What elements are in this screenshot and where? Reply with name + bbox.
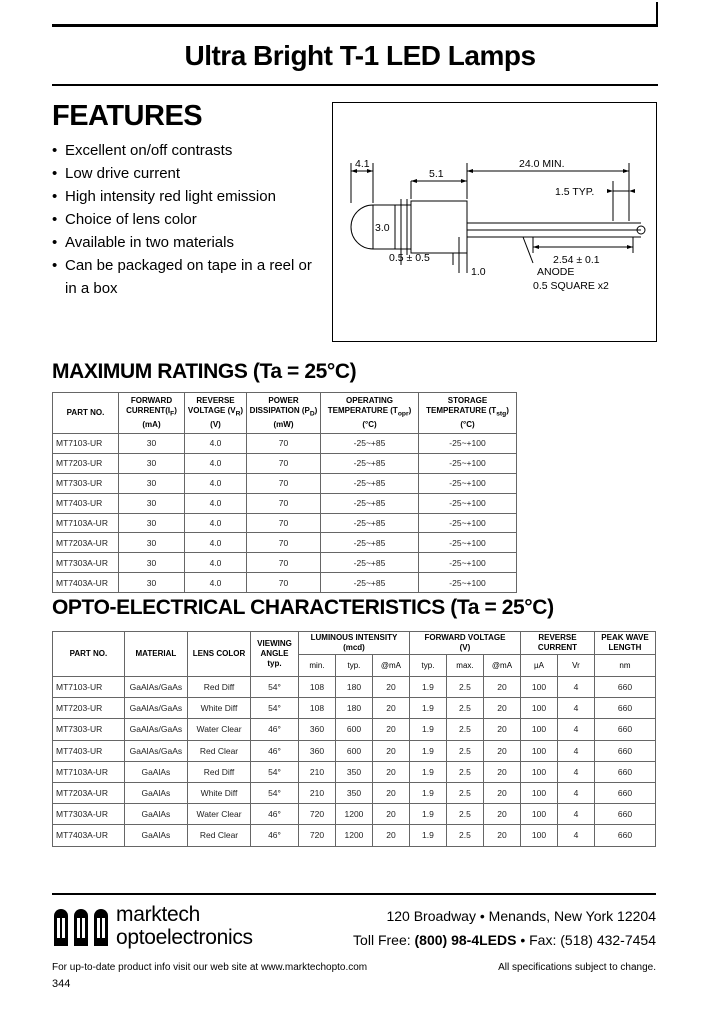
table-cell: 20 bbox=[483, 698, 520, 719]
sub-header-fv-max: max. bbox=[446, 655, 483, 677]
table-cell: 70 bbox=[247, 493, 321, 513]
table-cell: GaAlAs/GaAs bbox=[124, 719, 187, 740]
table-cell: 660 bbox=[594, 740, 655, 761]
table-cell: 4.0 bbox=[185, 493, 247, 513]
table-cell: Red Clear bbox=[187, 740, 250, 761]
phone-numbers: Toll Free: (800) 98-4LEDS • Fax: (518) 432-7454 bbox=[353, 932, 656, 948]
table-cell: -25~+85 bbox=[321, 533, 419, 553]
table-cell: 46° bbox=[251, 825, 299, 846]
table-cell: 660 bbox=[594, 761, 655, 782]
table-cell: -25~+100 bbox=[419, 473, 517, 493]
table-cell: -25~+100 bbox=[419, 434, 517, 454]
table-cell: -25~+100 bbox=[419, 493, 517, 513]
table-cell: White Diff bbox=[187, 698, 250, 719]
table-cell: 1.9 bbox=[409, 825, 446, 846]
table-cell: 30 bbox=[119, 453, 185, 473]
feature-item: • Low drive current bbox=[52, 162, 322, 185]
features-heading: FEATURES bbox=[52, 100, 203, 132]
table-cell: 4 bbox=[557, 825, 594, 846]
col-header-luminous: LUMINOUS INTENSITY (mcd) bbox=[298, 632, 409, 655]
dim-2-54: 2.54 ± 0.1 bbox=[553, 254, 600, 266]
table-cell: 2.5 bbox=[446, 740, 483, 761]
col-header-reverse-current: REVERSE CURRENT bbox=[520, 632, 594, 655]
table-cell: 350 bbox=[335, 761, 372, 782]
table-cell: 108 bbox=[298, 698, 335, 719]
table-cell: GaAlAs bbox=[124, 782, 187, 803]
table-cell: 20 bbox=[372, 782, 409, 803]
table-cell: 20 bbox=[483, 761, 520, 782]
table-row bbox=[53, 553, 517, 573]
table-cell: 30 bbox=[119, 533, 185, 553]
table-cell: 600 bbox=[335, 719, 372, 740]
table-cell: Red Clear bbox=[187, 825, 250, 846]
col-header-viewing-angle: VIEWING ANGLE typ. bbox=[251, 632, 299, 677]
table-cell: MT7203-UR bbox=[53, 453, 119, 473]
table-cell: 30 bbox=[119, 493, 185, 513]
table-cell: 70 bbox=[247, 533, 321, 553]
table-cell: 4 bbox=[557, 677, 594, 698]
col-header-part-no: PART NO. bbox=[53, 632, 125, 677]
max-ratings-table bbox=[52, 392, 517, 593]
toll-free-number: (800) 98-4LEDS bbox=[414, 932, 517, 948]
table-cell: 20 bbox=[372, 804, 409, 825]
table-cell: 4.0 bbox=[185, 473, 247, 493]
table-row bbox=[53, 782, 656, 803]
table-cell: 100 bbox=[520, 740, 557, 761]
table-cell: -25~+100 bbox=[419, 573, 517, 593]
table-cell: 1.9 bbox=[409, 677, 446, 698]
table-cell: 4 bbox=[557, 698, 594, 719]
table-cell: -25~+85 bbox=[321, 453, 419, 473]
table-cell: 70 bbox=[247, 513, 321, 533]
table-cell: 180 bbox=[335, 677, 372, 698]
table-cell: GaAlAs/GaAs bbox=[124, 677, 187, 698]
table-cell: 1.9 bbox=[409, 804, 446, 825]
table-cell: MT7203A-UR bbox=[53, 533, 119, 553]
table-row bbox=[53, 573, 517, 593]
table-cell: 70 bbox=[247, 573, 321, 593]
table-cell: 20 bbox=[372, 825, 409, 846]
table-header-row bbox=[53, 393, 517, 434]
table-cell: 4.0 bbox=[185, 513, 247, 533]
table-cell: 20 bbox=[483, 782, 520, 803]
page-number: 344 bbox=[52, 978, 71, 990]
feature-item: • High intensity red light emission bbox=[52, 185, 322, 208]
table-cell: 20 bbox=[372, 698, 409, 719]
table-cell: 210 bbox=[298, 782, 335, 803]
table-cell: 1.9 bbox=[409, 719, 446, 740]
table-cell: 4.0 bbox=[185, 434, 247, 454]
table-cell: 20 bbox=[372, 761, 409, 782]
table-cell: 1.9 bbox=[409, 761, 446, 782]
table-cell: 20 bbox=[372, 740, 409, 761]
table-cell: 1200 bbox=[335, 825, 372, 846]
col-header-storage-temp: STORAGE TEMPERATURE $(T_{stg})$ (°C) bbox=[419, 393, 517, 434]
table-cell: Red Diff bbox=[187, 761, 250, 782]
table-cell: 100 bbox=[520, 782, 557, 803]
table-cell: 2.5 bbox=[446, 719, 483, 740]
table-cell: MT7103-UR bbox=[53, 434, 119, 454]
dimension-drawing bbox=[332, 102, 657, 342]
website-note: For up-to-date product info visit our web site at www.marktechopto.com bbox=[52, 962, 368, 973]
table-cell: 360 bbox=[298, 719, 335, 740]
square-label: 0.5 SQUARE x2 bbox=[533, 280, 609, 292]
table-cell: -25~+100 bbox=[419, 513, 517, 533]
table-cell: Water Clear bbox=[187, 804, 250, 825]
sub-header-typ: typ. bbox=[335, 655, 372, 677]
sub-header-min: min. bbox=[298, 655, 335, 677]
sub-header-ua: µA bbox=[520, 655, 557, 677]
max-ratings-heading: MAXIMUM RATINGS (Ta = 25°C) bbox=[52, 360, 357, 383]
table-row bbox=[53, 761, 656, 782]
table-cell: 20 bbox=[483, 740, 520, 761]
footer-rule bbox=[52, 893, 656, 895]
table-cell: 1.9 bbox=[409, 698, 446, 719]
dim-1-0: 1.0 bbox=[471, 266, 486, 278]
table-cell: 4 bbox=[557, 719, 594, 740]
dim-24-0: 24.0 MIN. bbox=[519, 158, 565, 170]
table-cell: 20 bbox=[483, 677, 520, 698]
sub-header-fv-typ: typ. bbox=[409, 655, 446, 677]
table-row bbox=[53, 493, 517, 513]
feature-item: • Choice of lens color bbox=[52, 208, 322, 231]
table-cell: 100 bbox=[520, 719, 557, 740]
table-row bbox=[53, 533, 517, 553]
table-cell: MT7203-UR bbox=[53, 698, 125, 719]
opto-heading: OPTO-ELECTRICAL CHARACTERISTICS (Ta = 25°C) bbox=[52, 596, 554, 619]
table-cell: -25~+100 bbox=[419, 533, 517, 553]
table-cell: 46° bbox=[251, 740, 299, 761]
sub-header-fv-at-ma: @mA bbox=[483, 655, 520, 677]
table-cell: 54° bbox=[251, 761, 299, 782]
table-cell: 600 bbox=[335, 740, 372, 761]
table-cell: 30 bbox=[119, 553, 185, 573]
table-cell: 30 bbox=[119, 513, 185, 533]
table-cell: 2.5 bbox=[446, 677, 483, 698]
table-cell: Water Clear bbox=[187, 719, 250, 740]
table-cell: 4.0 bbox=[185, 553, 247, 573]
spec-note: All specifications subject to change. bbox=[498, 962, 656, 973]
table-cell: GaAlAs/GaAs bbox=[124, 740, 187, 761]
company-address: 120 Broadway • Menands, New York 12204 bbox=[386, 908, 656, 924]
sub-header-at-ma: @mA bbox=[372, 655, 409, 677]
table-row bbox=[53, 804, 656, 825]
table-cell: 54° bbox=[251, 677, 299, 698]
table-cell: MT7303A-UR bbox=[53, 804, 125, 825]
table-cell: 350 bbox=[335, 782, 372, 803]
table-cell: 20 bbox=[372, 719, 409, 740]
table-cell: 720 bbox=[298, 825, 335, 846]
table-cell: 46° bbox=[251, 719, 299, 740]
table-cell: 70 bbox=[247, 553, 321, 573]
col-header-peak-wave: PEAK WAVE LENGTH bbox=[594, 632, 655, 655]
table-cell: -25~+85 bbox=[321, 513, 419, 533]
table-row bbox=[53, 719, 656, 740]
table-cell: MT7103-UR bbox=[53, 677, 125, 698]
table-cell: 30 bbox=[119, 473, 185, 493]
table-cell: -25~+85 bbox=[321, 473, 419, 493]
table-cell: GaAlAs/GaAs bbox=[124, 698, 187, 719]
company-name-line1: marktech bbox=[116, 903, 200, 926]
dim-3-0: 3.0 bbox=[375, 222, 390, 234]
table-cell: MT7103A-UR bbox=[53, 513, 119, 533]
table-cell: MT7403-UR bbox=[53, 493, 119, 513]
table-row bbox=[53, 698, 656, 719]
table-cell: MT7303A-UR bbox=[53, 553, 119, 573]
table-cell: -25~+100 bbox=[419, 453, 517, 473]
led-outline-svg bbox=[333, 103, 658, 343]
table-cell: 4 bbox=[557, 740, 594, 761]
table-cell: MT7403A-UR bbox=[53, 573, 119, 593]
table-cell: 46° bbox=[251, 804, 299, 825]
col-header-lens-color: LENS COLOR bbox=[187, 632, 250, 677]
table-cell: 100 bbox=[520, 825, 557, 846]
table-cell: 20 bbox=[483, 804, 520, 825]
table-cell: 660 bbox=[594, 698, 655, 719]
table-cell: MT7303-UR bbox=[53, 473, 119, 493]
table-cell: 180 bbox=[335, 698, 372, 719]
table-cell: 4.0 bbox=[185, 453, 247, 473]
table-cell: 20 bbox=[483, 719, 520, 740]
table-cell: 20 bbox=[372, 677, 409, 698]
table-cell: 70 bbox=[247, 473, 321, 493]
table-row bbox=[53, 473, 517, 493]
table-cell: Red Diff bbox=[187, 677, 250, 698]
table-cell: 360 bbox=[298, 740, 335, 761]
table-cell: MT7303-UR bbox=[53, 719, 125, 740]
col-header-forward-voltage: FORWARD VOLTAGE (V) bbox=[409, 632, 520, 655]
table-cell: 2.5 bbox=[446, 698, 483, 719]
dim-4-1: 4.1 bbox=[355, 158, 370, 170]
table-cell: White Diff bbox=[187, 782, 250, 803]
table-cell: 660 bbox=[594, 825, 655, 846]
col-header-reverse-voltage: REVERSE VOLTAGE $(V_R)$ (V) bbox=[185, 393, 247, 434]
feature-item: • Available in two materials bbox=[52, 231, 322, 254]
table-cell: 2.5 bbox=[446, 761, 483, 782]
sub-header-vr: Vr bbox=[557, 655, 594, 677]
table-cell: MT7203A-UR bbox=[53, 782, 125, 803]
corner-mark-top-right bbox=[656, 2, 658, 24]
table-cell: 210 bbox=[298, 761, 335, 782]
table-cell: 2.5 bbox=[446, 825, 483, 846]
table-row bbox=[53, 453, 517, 473]
table-cell: 2.5 bbox=[446, 804, 483, 825]
fax-number: • Fax: (518) 432-7454 bbox=[520, 932, 656, 948]
table-cell: 4 bbox=[557, 761, 594, 782]
table-cell: 20 bbox=[483, 825, 520, 846]
table-cell: 54° bbox=[251, 782, 299, 803]
title-underline bbox=[52, 84, 658, 86]
table-cell: 1.9 bbox=[409, 782, 446, 803]
table-cell: 30 bbox=[119, 434, 185, 454]
table-cell: 100 bbox=[520, 804, 557, 825]
table-cell: MT7103A-UR bbox=[53, 761, 125, 782]
table-row bbox=[53, 740, 656, 761]
table-cell: 660 bbox=[594, 804, 655, 825]
col-header-operating-temp: OPERATING TEMPERATURE $(T_{opr})$ (°C) bbox=[321, 393, 419, 434]
table-row bbox=[53, 677, 656, 698]
table-cell: 4.0 bbox=[185, 533, 247, 553]
table-row bbox=[53, 513, 517, 533]
table-cell: 1200 bbox=[335, 804, 372, 825]
top-rule bbox=[52, 24, 658, 27]
table-cell: 4.0 bbox=[185, 573, 247, 593]
feature-item: • Excellent on/off contrasts bbox=[52, 139, 322, 162]
table-cell: MT7403-UR bbox=[53, 740, 125, 761]
table-row bbox=[53, 434, 517, 454]
table-cell: GaAlAs bbox=[124, 804, 187, 825]
table-cell: 100 bbox=[520, 761, 557, 782]
table-cell: -25~+85 bbox=[321, 493, 419, 513]
sub-header-nm: nm bbox=[594, 655, 655, 677]
table-cell: 1.9 bbox=[409, 740, 446, 761]
col-header-part-no: PART NO. bbox=[53, 393, 119, 434]
table-cell: GaAlAs bbox=[124, 761, 187, 782]
table-cell: 54° bbox=[251, 698, 299, 719]
opto-body bbox=[53, 677, 656, 847]
table-cell: GaAlAs bbox=[124, 825, 187, 846]
table-cell: -25~+85 bbox=[321, 434, 419, 454]
table-cell: 30 bbox=[119, 573, 185, 593]
table-cell: 108 bbox=[298, 677, 335, 698]
marktech-logo-icon bbox=[52, 902, 112, 950]
table-cell: 4 bbox=[557, 782, 594, 803]
table-cell: 100 bbox=[520, 677, 557, 698]
company-name-line2: optoelectronics bbox=[116, 926, 253, 949]
company-name bbox=[116, 903, 253, 949]
table-cell: 660 bbox=[594, 677, 655, 698]
col-header-power: POWER DISSIPATION $(P_D)$ (mW) bbox=[247, 393, 321, 434]
table-cell: 70 bbox=[247, 453, 321, 473]
col-header-forward-current: FORWARD $CURRENT(I_F)$ (mA) bbox=[119, 393, 185, 434]
table-cell: -25~+85 bbox=[321, 553, 419, 573]
table-row bbox=[53, 825, 656, 846]
table-cell: MT7403A-UR bbox=[53, 825, 125, 846]
dim-1-5: 1.5 TYP. bbox=[555, 186, 595, 198]
table-cell: 660 bbox=[594, 782, 655, 803]
table-cell: -25~+85 bbox=[321, 573, 419, 593]
table-cell: 720 bbox=[298, 804, 335, 825]
col-header-material: MATERIAL bbox=[124, 632, 187, 677]
dim-5-1: 5.1 bbox=[429, 168, 444, 180]
table-cell: 100 bbox=[520, 698, 557, 719]
max-ratings-body bbox=[53, 434, 517, 593]
table-header-row bbox=[53, 632, 656, 655]
dim-0-5: 0.5 ± 0.5 bbox=[389, 252, 430, 264]
table-cell: 70 bbox=[247, 434, 321, 454]
table-cell: 2.5 bbox=[446, 782, 483, 803]
table-cell: -25~+100 bbox=[419, 553, 517, 573]
feature-item: • Can be packaged on tape in a reel or in a box bbox=[52, 254, 322, 300]
table-cell: 4 bbox=[557, 804, 594, 825]
table-cell: 660 bbox=[594, 719, 655, 740]
anode-label: ANODE bbox=[537, 266, 575, 278]
features-list bbox=[52, 139, 322, 300]
page-title: Ultra Bright T-1 LED Lamps bbox=[184, 40, 536, 71]
opto-table bbox=[52, 631, 656, 847]
